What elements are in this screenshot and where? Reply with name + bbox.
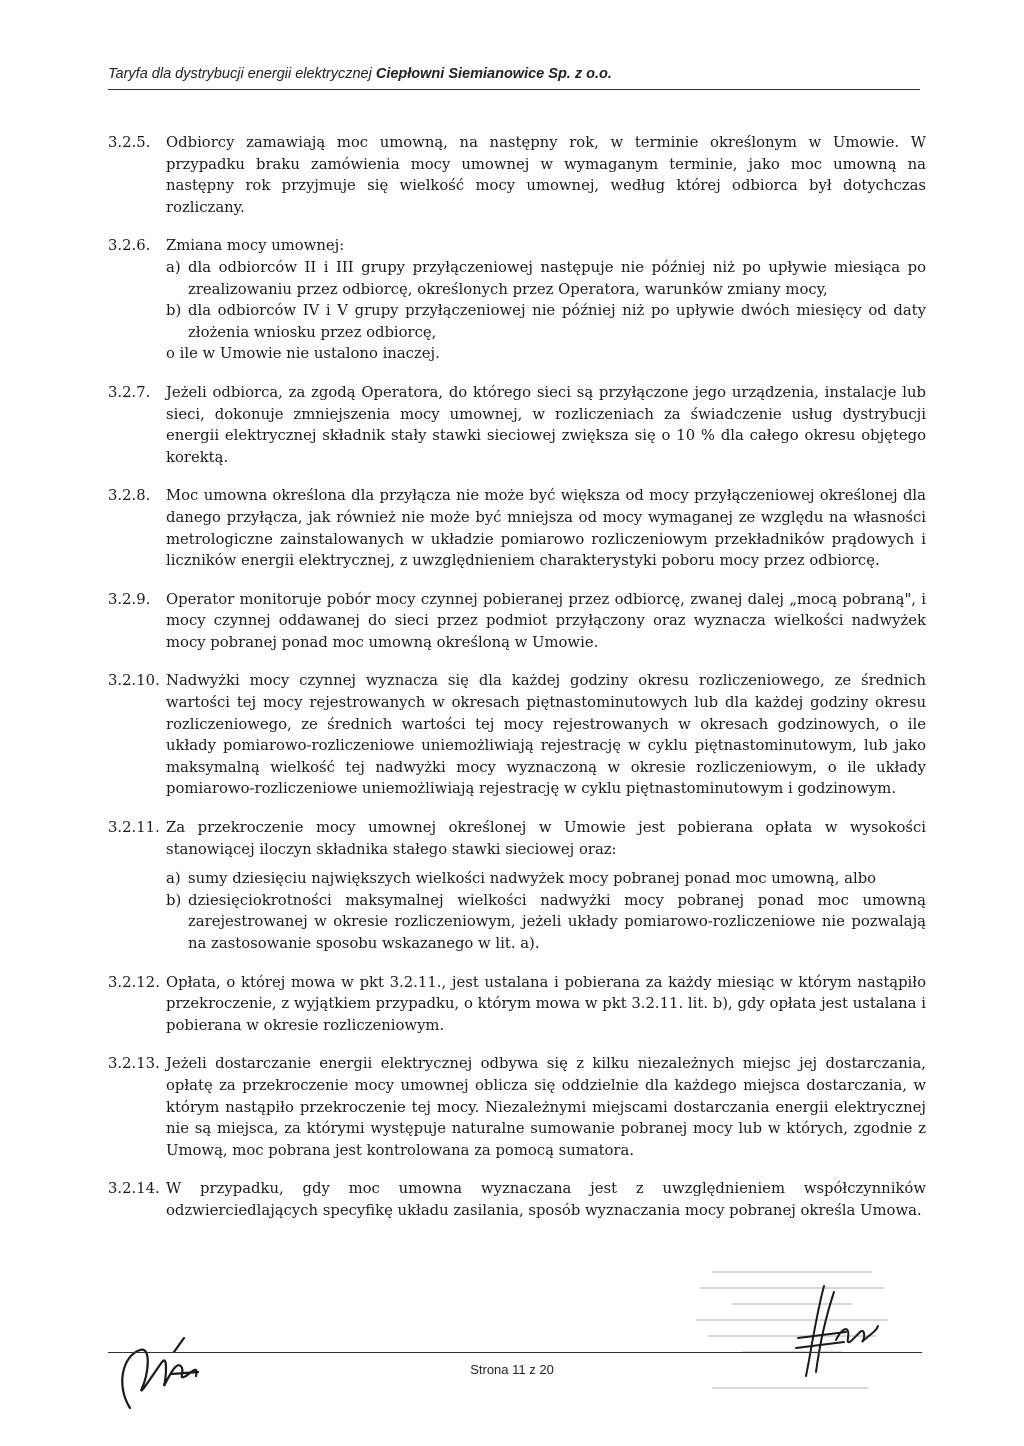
footer-divider (108, 1352, 922, 1353)
header-title: Taryfa dla dystrybucji energii elektrycznej (108, 66, 376, 82)
section-number: 3.2.11. (108, 819, 160, 837)
section-text: Opłata, o której mowa w pkt 3.2.11., jest ustalana i pobierana za każdy miesiąc w którym nastąpiło przekroczenie, z wyjątkiem przypadku, o którym mowa w pkt 3.2.11. lit. b), gdy opłata jest ustalana i pobierana w okresie rozliczeniowym. (166, 973, 926, 1034)
section-closing-text: o ile w Umowie nie ustalono inaczej. (166, 345, 440, 363)
section-text: W przypadku, gdy moc umowna wyznaczana jest z uwzględnieniem współczynników odzwierciedlających specyfikę układu zasilania, sposób wyznaczania mocy pobranej określa Umowa. (166, 1180, 926, 1219)
section-text: Odbiorcy zamawiają moc umowną, na następny rok, w terminie określonym w Umowie. W przypadku braku zamówienia mocy umownej w wymaganym terminie, jako moc umowną na następny rok przyjmuje się wielkość mocy umownej, według której odbiorca był dotychczas rozliczany. (166, 134, 926, 216)
header-company: Ciepłowni Siemianowice Sp. z o.o. (375, 66, 612, 82)
section-number: 3.2.9. (108, 590, 151, 608)
list-item-label: b) (166, 302, 182, 320)
page-header (108, 66, 920, 90)
section-number: 3.2.10. (108, 672, 160, 690)
list-item-text: sumy dziesięciu największych wielkości nadwyżek mocy pobranej ponad moc umowną, albo (188, 870, 877, 888)
list-item-label: a) (166, 870, 181, 888)
section-3-2-6 (108, 235, 926, 365)
document-body (108, 132, 926, 1239)
section-number: 3.2.5. (108, 134, 151, 151)
section-3-2-10 (108, 670, 926, 800)
section-number: 3.2.12. (108, 973, 160, 991)
section-text: Operator monitoruje pobór mocy czynnej pobieranej przez odbiorcę, zwanej dalej „mocą pobraną", i mocy czynnej oddawanej do sieci przez podmiot przyłączony oraz wyznacza wielkości nadwyżek mocy pobranej ponad moc umowną określoną w Umowie. (166, 590, 926, 651)
section-number: 3.2.8. (108, 487, 151, 505)
section-3-2-13 (108, 1053, 926, 1161)
section-3-2-11 (108, 817, 926, 955)
list-item (166, 257, 926, 300)
section-3-2-12 (108, 972, 926, 1037)
section-3-2-5 (108, 132, 926, 218)
list-item-label: b) (166, 891, 182, 909)
section-number: 3.2.6. (108, 237, 151, 255)
section-list (166, 868, 926, 954)
section-3-2-7 (108, 382, 926, 468)
section-number: 3.2.14. (108, 1180, 160, 1198)
list-item (166, 300, 926, 343)
section-3-2-9 (108, 589, 926, 654)
page-number: Strona 11 z 20 (470, 1362, 554, 1377)
section-text: Moc umowna określona dla przyłącza nie może być większa od mocy przyłączeniowej określonej dla danego przyłącza, jak również nie może być mniejsza od mocy wymaganej ze względu na własności metrologiczne zainstalowanych w układzie pomiarowo rozliczeniowym przekładników prądowych i liczników energii elektrycznej, z uwzględnieniem charakterystyki poboru mocy przez odbiorcę. (166, 487, 926, 570)
section-3-2-8 (108, 485, 926, 571)
list-item-text: dla odbiorców IV i V grupy przyłączeniowej nie później niż po upływie dwóch miesięcy od daty złożenia wniosku przez odbiorcę, (188, 302, 926, 341)
list-item-text: dziesięciokrotności maksymalnej wielkości nadwyżki mocy pobranej ponad moc umowną zarejestrowanej w okresie rozliczeniowym, jeżeli układy pomiarowo-rozliczeniowe nie pozwalają na zastosowanie sposobu wskazanego w lit. a). (188, 891, 926, 952)
list-item-label: a) (166, 258, 181, 276)
section-3-2-14 (108, 1178, 926, 1221)
section-number: 3.2.13. (108, 1055, 160, 1073)
section-text: Zmiana mocy umownej: (166, 237, 345, 255)
section-text: Nadwyżki mocy czynnej wyznacza się dla każdej godziny okresu rozliczeniowego, ze średnich wartości tej mocy rejestrowanych w okresach piętnastominutowych lub dla każdej godziny okresu rozliczeniowego, ze średnich wartości tej mocy rejestrowanych w okresach godzinowych, o ile układy pomiarowo-rozliczeniowe uniemożliwiają rejestrację w cyklu piętnastominutowym, lub jako maksymalną wielkość tej nadwyżki mocy wyznaczoną w okresie rozliczeniowym, o ile układy pomiarowo-rozliczeniowe uniemożliwiają rejestrację w cyklu piętnastominutowym i godzinowym. (166, 672, 926, 798)
section-text: Jeżeli odbiorca, za zgodą Operatora, do którego sieci są przyłączone jego urządzenia, instalacje lub sieci, dokonuje zmniejszenia mocy umownej, w rozliczeniach za świadczenie usług dystrybucji energii elektrycznej składnik stały stawki sieciowej zwiększa się o 10 % dla całego okresu objętego korektą. (166, 383, 926, 466)
section-text: Za przekroczenie mocy umownej określonej w Umowie jest pobierana opłata w wysokości stanowiącej iloczyn składnika stałego stawki sieciowej oraz: (166, 819, 926, 858)
section-list (166, 257, 926, 343)
section-text: Jeżeli dostarczanie energii elektrycznej odbywa się z kilku niezależnych miejsc jej dostarczania, opłatę za przekroczenie mocy umownej oblicza się oddzielnie dla każdego miejsca dostarczania, w którym nastąpiło przekroczenie tej mocy. Niezależnymi miejscami dostarczania energii elektrycznej nie są miejsca, za którymi występuje naturalne sumowanie pobranej mocy lub w których, zgodnie z Umową, moc pobrana jest kontrolowana za pomocą sumatora. (166, 1055, 926, 1159)
list-item (166, 890, 926, 955)
list-item-text: dla odbiorców II i III grupy przyłączeniowej następuje nie później niż po upływie miesiąca po zrealizowaniu przez odbiorcę, określonych przez Operatora, warunków zmiany mocy, (188, 258, 926, 298)
list-item (166, 868, 926, 890)
section-number: 3.2.7. (108, 383, 151, 401)
